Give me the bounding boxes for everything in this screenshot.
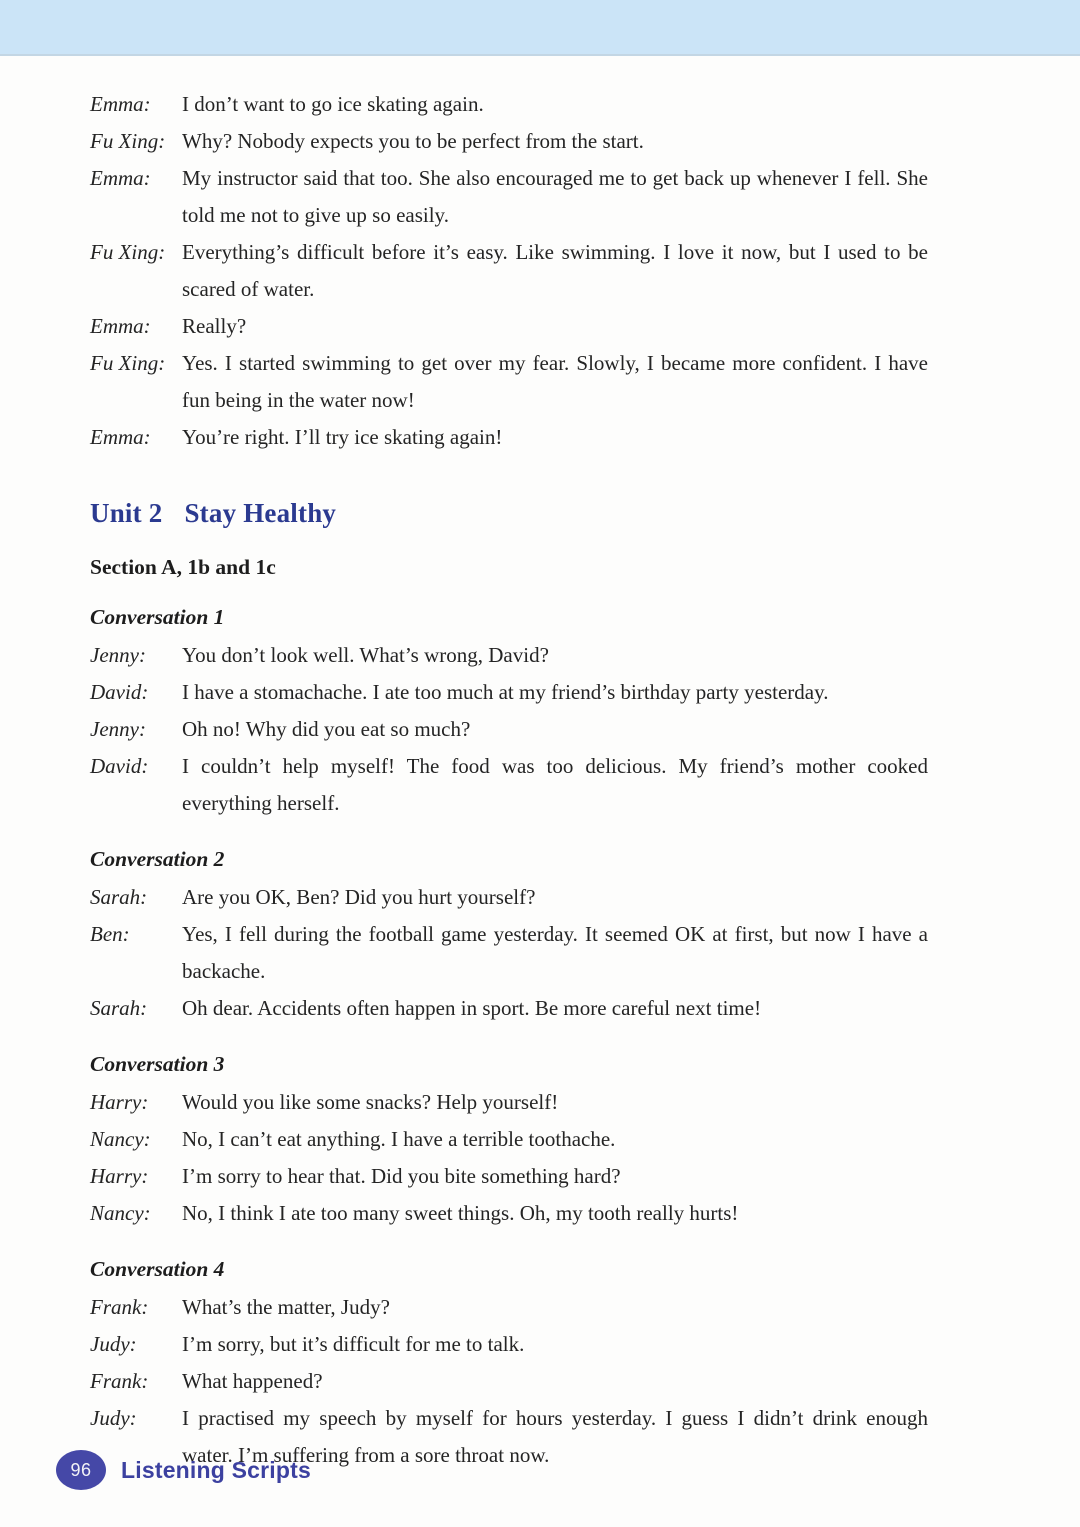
dialogue-text: You don’t look well. What’s wrong, David? xyxy=(182,643,549,667)
dialogue-row xyxy=(90,1326,928,1363)
dialogue-row xyxy=(90,419,928,456)
dialogue-text: What happened? xyxy=(182,1369,323,1393)
dialogue-row xyxy=(90,1084,928,1121)
dialogue-text: I don’t want to go ice skating again. xyxy=(182,92,484,116)
dialogue-row xyxy=(90,1363,928,1400)
speaker-label: Jenny: xyxy=(90,643,146,667)
dialogue-text: No, I can’t eat anything. I have a terrible toothache. xyxy=(182,1127,616,1151)
speaker-label: Nancy: xyxy=(90,1201,151,1225)
dialogue-text: Yes. I started swimming to get over my fear. Slowly, I became more confident. I have fun being in the water now! xyxy=(182,351,928,412)
dialogue-row xyxy=(90,308,928,345)
dialogue-text: I couldn’t help myself! The food was too delicious. My friend’s mother cooked everything herself. xyxy=(182,754,928,815)
dialogue-text: Really? xyxy=(182,314,247,338)
dialogue-row xyxy=(90,1289,928,1326)
speaker-label: Fu Xing: xyxy=(90,240,166,264)
speaker-label: Emma: xyxy=(90,314,151,338)
dialogue-text: Oh dear. Accidents often happen in sport. Be more careful next time! xyxy=(182,996,762,1020)
conversation-4 xyxy=(90,1257,928,1474)
dialogue-text: I have a stomachache. I ate too much at my friend’s birthday party yesterday. xyxy=(182,680,829,704)
conversation-3 xyxy=(90,1052,928,1232)
page-content xyxy=(0,56,1080,1474)
dialogue-text: You’re right. I’ll try ice skating again! xyxy=(182,425,503,449)
dialogue-text: Yes, I fell during the football game yesterday. It seemed OK at first, but now I have a backache. xyxy=(182,922,928,983)
speaker-label: David: xyxy=(90,680,149,704)
dialogue-row xyxy=(90,1158,928,1195)
speaker-label: Emma: xyxy=(90,166,151,190)
conversation-1 xyxy=(90,605,928,822)
unit-heading xyxy=(90,498,928,529)
unit1-dialogue xyxy=(90,86,928,456)
dialogue-text: I practised my speech by myself for hours yesterday. I guess I didn’t drink enough water. I’m suffering from a sore throat now. xyxy=(182,1406,928,1467)
dialogue-text: Why? Nobody expects you to be perfect from the start. xyxy=(182,129,644,153)
dialogue-text: No, I think I ate too many sweet things. Oh, my tooth really hurts! xyxy=(182,1201,739,1225)
speaker-label: Harry: xyxy=(90,1164,149,1188)
speaker-label: Judy: xyxy=(90,1332,137,1356)
speaker-label: Harry: xyxy=(90,1090,149,1114)
speaker-label: Sarah: xyxy=(90,885,148,909)
dialogue-row xyxy=(90,916,928,990)
dialogue-text: Everything’s difficult before it’s easy. Like swimming. I love it now, but I used to be scared of water. xyxy=(182,240,928,301)
dialogue-row xyxy=(90,160,928,234)
speaker-label: Sarah: xyxy=(90,996,148,1020)
conversation-heading: Conversation 4 xyxy=(90,1257,225,1281)
page-number-badge: 96 xyxy=(56,1450,106,1490)
dialogue-row xyxy=(90,123,928,160)
dialogue-row xyxy=(90,1121,928,1158)
dialogue-text: What’s the matter, Judy? xyxy=(182,1295,390,1319)
speaker-label: Ben: xyxy=(90,922,130,946)
dialogue-row xyxy=(90,748,928,822)
conversation-2 xyxy=(90,847,928,1027)
dialogue-text: I’m sorry to hear that. Did you bite something hard? xyxy=(182,1164,621,1188)
speaker-label: David: xyxy=(90,754,149,778)
speaker-label: Frank: xyxy=(90,1295,149,1319)
dialogue-row xyxy=(90,234,928,308)
conversation-heading: Conversation 3 xyxy=(90,1052,225,1076)
conversation-heading: Conversation 2 xyxy=(90,847,225,871)
dialogue-text: Would you like some snacks? Help yourself! xyxy=(182,1090,559,1114)
speaker-label: Fu Xing: xyxy=(90,129,166,153)
speaker-label: Frank: xyxy=(90,1369,149,1393)
top-band xyxy=(0,0,1080,56)
speaker-label: Nancy: xyxy=(90,1127,151,1151)
dialogue-text: Oh no! Why did you eat so much? xyxy=(182,717,471,741)
dialogue-row xyxy=(90,990,928,1027)
dialogue-row xyxy=(90,1195,928,1232)
unit-number: Unit 2 xyxy=(90,498,163,528)
dialogue-row xyxy=(90,879,928,916)
unit-title: Stay Healthy xyxy=(184,498,337,528)
dialogue-text: I’m sorry, but it’s difficult for me to talk. xyxy=(182,1332,525,1356)
section-heading: Section A, 1b and 1c xyxy=(90,555,276,579)
speaker-label: Emma: xyxy=(90,92,151,116)
dialogue-text: My instructor said that too. She also encouraged me to get back up whenever I fell. She told me not to give up so easily. xyxy=(182,166,928,227)
dialogue-row xyxy=(90,637,928,674)
dialogue-row xyxy=(90,345,928,419)
dialogue-row xyxy=(90,674,928,711)
conversation-heading: Conversation 1 xyxy=(90,605,225,629)
speaker-label: Judy: xyxy=(90,1406,137,1430)
footer-section-label: Listening Scripts xyxy=(121,1456,311,1483)
speaker-label: Emma: xyxy=(90,425,151,449)
speaker-label: Fu Xing: xyxy=(90,351,166,375)
page-footer xyxy=(56,1450,311,1490)
speaker-label: Jenny: xyxy=(90,717,146,741)
dialogue-row xyxy=(90,711,928,748)
dialogue-row xyxy=(90,86,928,123)
dialogue-text: Are you OK, Ben? Did you hurt yourself? xyxy=(182,885,536,909)
